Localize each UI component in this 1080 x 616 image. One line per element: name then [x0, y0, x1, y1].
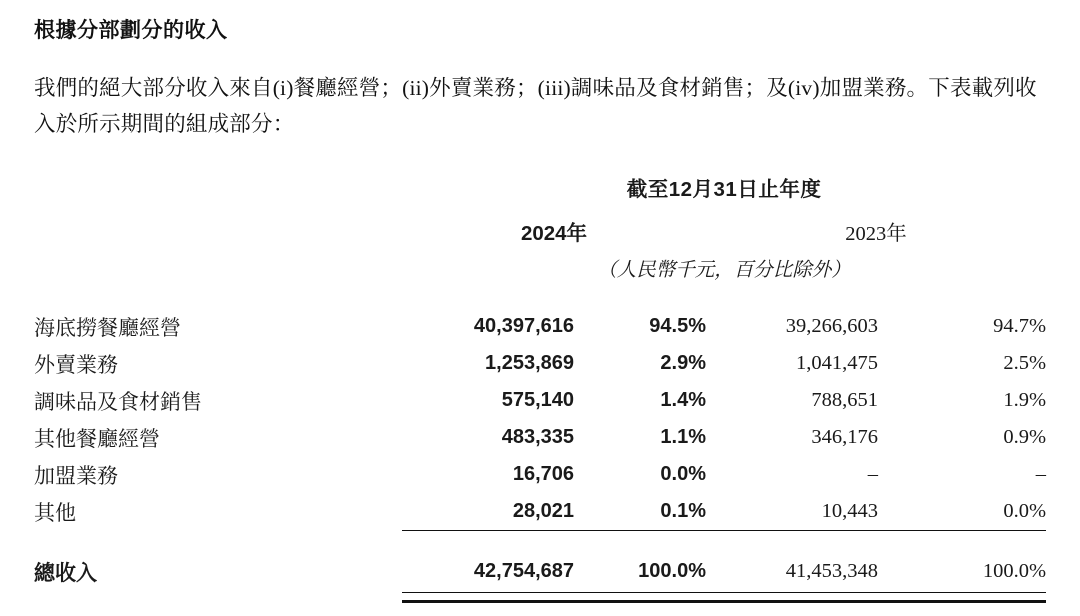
table-header-year-row: [34, 216, 1046, 254]
row-percent-2023: 94.7%: [993, 315, 1047, 337]
double-rule-percent-2023: [878, 593, 1046, 602]
rule-spacer: [34, 530, 402, 545]
total-label: 總收入: [34, 561, 97, 585]
row-label: 其他: [34, 500, 76, 525]
row-value-2023: 10,443: [821, 499, 878, 522]
row-percent-2024: 94.5%: [649, 315, 706, 337]
rule-under-percent-2023: [878, 530, 1046, 545]
rule-under-value-2024: [402, 530, 574, 545]
table-row: [34, 308, 1046, 345]
double-rule-percent-2024: [574, 593, 706, 602]
rule-under-value-2023: [706, 530, 878, 545]
row-percent-2023: 0.0%: [1003, 499, 1047, 522]
header-spacer-3: [34, 254, 402, 308]
table-header-unit-row: [34, 254, 1046, 308]
table-header: [34, 172, 1046, 308]
row-label: 海底撈餐廳經營: [34, 315, 181, 340]
row-percent-2024: 1.1%: [660, 426, 706, 448]
double-rule-value-2023: [706, 593, 878, 602]
row-value-2024: 575,140: [501, 389, 574, 411]
row-value-2023: 346,176: [811, 426, 878, 448]
table-row: [34, 419, 1046, 456]
row-value-2023: 1,041,475: [796, 352, 878, 374]
table-row: [34, 456, 1046, 493]
header-unit-note: （人民幣千元，百分比除外）: [597, 260, 851, 281]
header-year-2024: 2024年: [520, 222, 588, 245]
row-value-2024: 1,253,869: [485, 352, 574, 374]
row-percent-2023: 0.9%: [1003, 426, 1047, 448]
table-body: [34, 308, 1046, 602]
header-period-label: 截至12月31日止年度: [626, 178, 822, 201]
row-percent-2024: 2.9%: [660, 352, 706, 374]
total-percent-2023: 100.0%: [982, 559, 1047, 582]
row-percent-2024: 0.1%: [660, 499, 706, 522]
header-year-2023: 2023年: [845, 223, 907, 245]
intro-paragraph: 我們的絕大部分收入來自(i)餐廳經營；(ii)外賣業務；(iii)調味品及食材銷售；及(iv)加盟業務。下表載列收入於所示期間的組成部分：: [34, 76, 1037, 136]
row-value-2023: 788,651: [811, 389, 878, 411]
revenue-by-segment-table: [34, 172, 1046, 603]
row-percent-2023: 1.9%: [1003, 389, 1047, 411]
row-label: 外賣業務: [34, 352, 118, 377]
rule-under-percent-2024: [574, 530, 706, 545]
row-label: 加盟業務: [34, 463, 118, 488]
table-row: [34, 345, 1046, 382]
row-value-2024: 483,335: [501, 426, 574, 448]
total-percent-2024: 100.0%: [638, 559, 706, 582]
row-percent-2023: 2.5%: [1003, 352, 1047, 374]
double-rule-spacer: [34, 593, 402, 602]
row-value-2024: 16,706: [512, 463, 574, 485]
table-total-row: [34, 545, 1046, 593]
row-value-2024: 28,021: [512, 499, 574, 522]
page-title: 根據分部劃分的收入: [34, 19, 228, 42]
table-header-span-row: [34, 172, 1046, 216]
subtotal-rule-row: [34, 530, 1046, 545]
row-label: 調味品及食材銷售: [34, 389, 202, 414]
row-label: 其他餐廳經營: [34, 426, 160, 451]
row-percent-2023: –: [1035, 463, 1047, 485]
header-spacer-2: [34, 216, 402, 254]
row-percent-2024: 1.4%: [660, 389, 706, 411]
table-row: [34, 493, 1046, 530]
row-value-2024: 40,397,616: [473, 315, 574, 337]
double-rule-value-2024: [402, 593, 574, 602]
header-spacer: [34, 172, 402, 216]
table-row: [34, 382, 1046, 419]
row-percent-2024: 0.0%: [660, 463, 706, 485]
total-double-rule-row: [34, 593, 1046, 602]
row-value-2023: 39,266,603: [785, 315, 878, 337]
total-value-2023: 41,453,348: [785, 559, 878, 582]
row-value-2023: –: [867, 463, 878, 485]
total-value-2024: 42,754,687: [473, 559, 574, 582]
